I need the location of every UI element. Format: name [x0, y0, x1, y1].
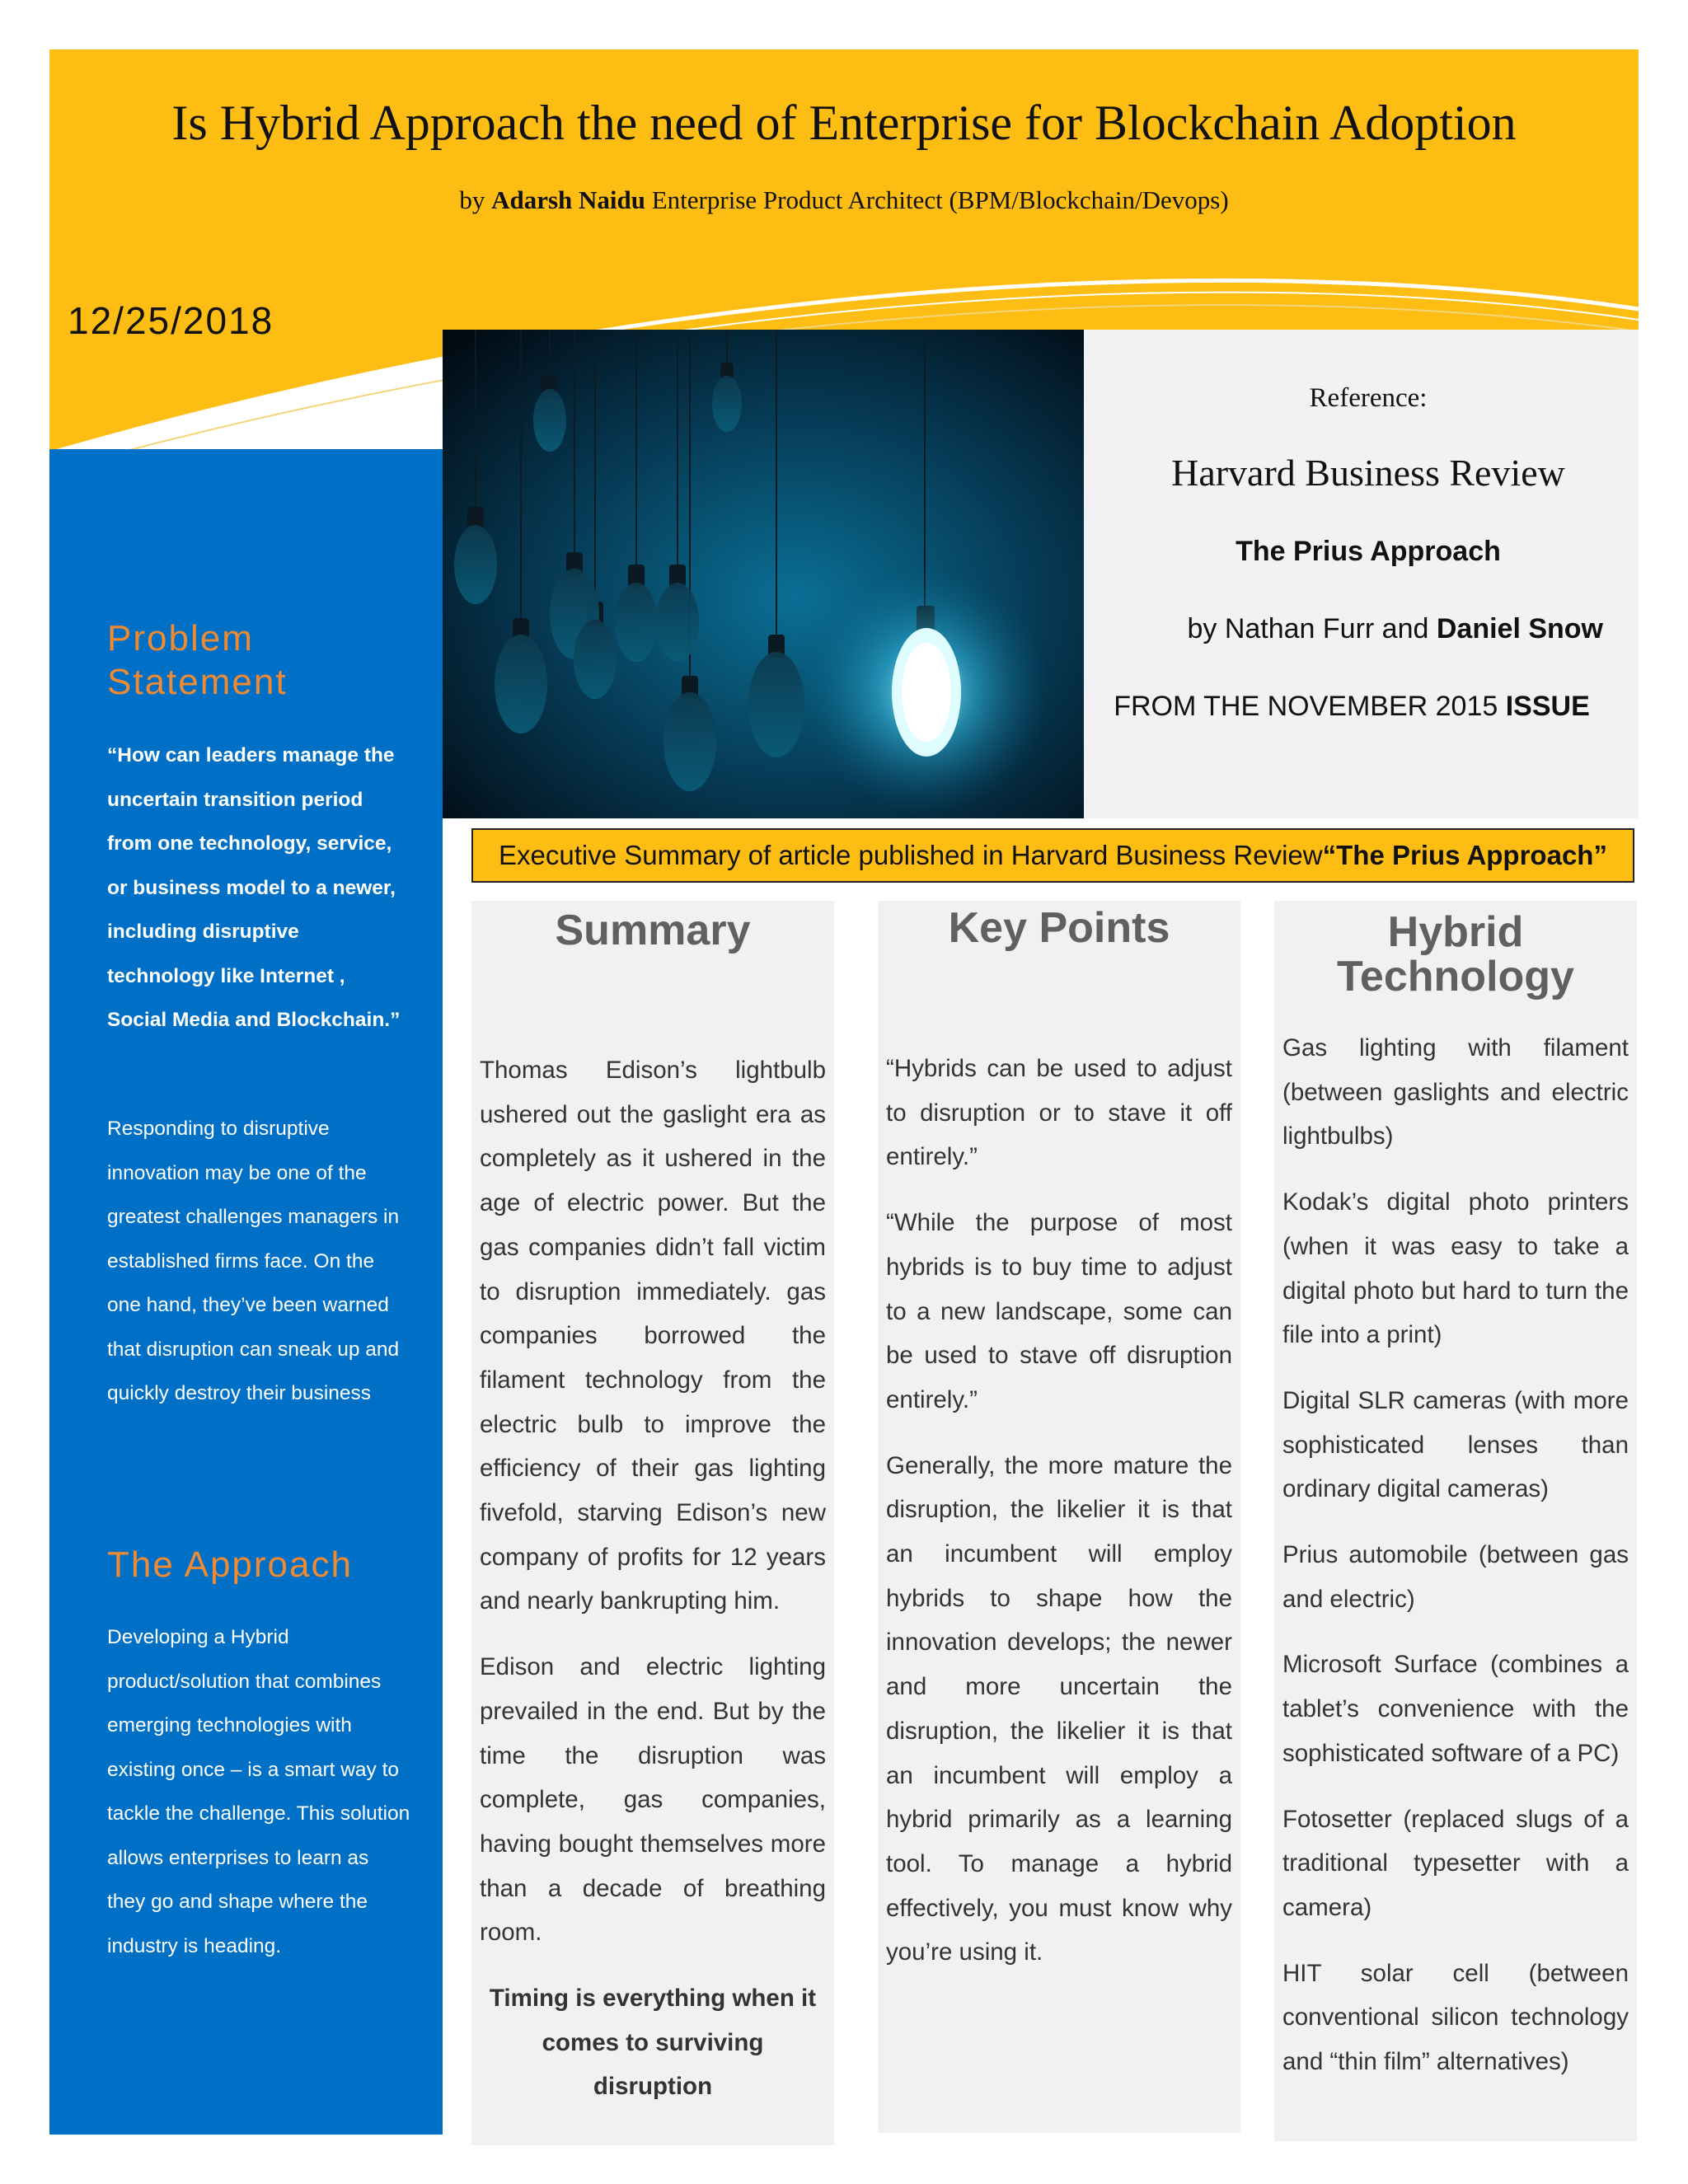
reference-article-title: The Prius Approach	[1236, 536, 1501, 567]
problem-body: Responding to disruptive innovation may be one of the greatest challenges managers in established firms face. On the one hand, they’ve been warned that disruption can sneak up and quickly destroy their business	[107, 1118, 400, 1404]
reference-issue: FROM THE NOVEMBER 2015 ISSUE	[1114, 691, 1590, 722]
hybrid-example: HIT solar cell (between conventional silicon technology and “thin film” alternatives)	[1282, 1959, 1629, 2076]
problem-quote: “How can leaders manage the uncertain transition period from one technology, service, or business model to a newer, including disruptive technology like Internet , Social Media and Blockchain.”	[107, 744, 401, 1031]
publish-date: 12/25/2018	[68, 299, 274, 342]
hybrid-example: Microsoft Surface (combines a tablet’s convenience with the sophisticated software of a PC)	[1282, 1651, 1629, 1767]
summary-paragraph: Edison and electric lighting prevailed in the end. But by the time the disruption was complete, gas companies, having bought themselves more than a decade of breathing room.	[480, 1653, 826, 1947]
key-points-title: Key Points	[948, 904, 1170, 952]
reference-label: Reference:	[1309, 383, 1428, 413]
author-byline: by Adarsh Naidu Enterprise Product Architect (BPM/Blockchain/Devops)	[459, 185, 1229, 214]
reference-authors: by Nathan Furr and Daniel Snow	[1187, 613, 1603, 644]
summary-paragraph: Thomas Edison’s lightbulb ushered out the gaslight era as completely as it ushered in the age of electric power. But the gas companies didn’t fall victim to disruption immediately. gas companies borrowed the filament technology from the electric bulb to improve the efficiency of their gas lighting fivefold, starving Edison’s new company of profits for 12 years and nearly bankrupting him.	[480, 1057, 826, 1615]
key-point: Generally, the more mature the disruption, the likelier it is that an incumbent will employ hybrids to shape how the innovation develops; the newer and more uncertain the disruption, the likelier it is that an incumbent will employ a hybrid primarily as a learning tool. To manage a hybrid effectively, you must know why you’re using it.	[886, 1451, 1232, 1966]
key-point: “While the purpose of most hybrids is to buy time to adjust to a new landscape, some can be used to stave off disruption entirely.”	[886, 1209, 1232, 1413]
hybrid-example: Digital SLR cameras (with more sophisticated lenses than ordinary digital cameras)	[1282, 1386, 1629, 1503]
document-title: Is Hybrid Approach the need of Enterprise for Blockchain Adoption	[171, 96, 1517, 150]
hybrid-technology-list	[1282, 1026, 1629, 2106]
lightbulbs-illustration	[443, 330, 1084, 818]
hybrid-example: Gas lighting with filament (between gaslights and electric lightbulbs)	[1282, 1034, 1629, 1151]
hybrid-example: Kodak’s digital photo printers (when it was easy to take a digital photo but hard to turn the file into a print)	[1282, 1188, 1629, 1349]
summary-title: Summary	[555, 907, 751, 954]
summary-body	[480, 1048, 826, 2130]
hybrid-example: Prius automobile (between gas and electric)	[1282, 1541, 1629, 1613]
hybrid-technology-title: Hybrid Technology	[1337, 908, 1574, 1001]
problem-statement-heading: Problem Statement	[107, 618, 288, 702]
lightbulbs-photo	[443, 330, 1084, 818]
approach-heading: The Approach	[107, 1544, 353, 1585]
approach-body: Developing a Hybrid product/solution that combines emerging technologies with existing once – is a smart way to tackle the challenge. This solution allows enterprises to learn as they go and shape where the industry is heading.	[107, 1626, 410, 1957]
executive-summary-banner: Executive Summary of article published in Harvard Business Review “The Prius Approach”	[471, 828, 1634, 883]
key-points-body	[886, 1047, 1232, 1996]
summary-closing: Timing is everything when it comes to surviving disruption	[489, 1985, 817, 2101]
key-point: “Hybrids can be used to adjust to disruption or to stave it off entirely.”	[886, 1055, 1232, 1171]
reference-publication: Harvard Business Review	[1171, 452, 1565, 494]
author-name: Adarsh Naidu	[491, 185, 645, 214]
hybrid-example: Fotosetter (replaced slugs of a traditional typesetter with a camera)	[1282, 1805, 1629, 1921]
